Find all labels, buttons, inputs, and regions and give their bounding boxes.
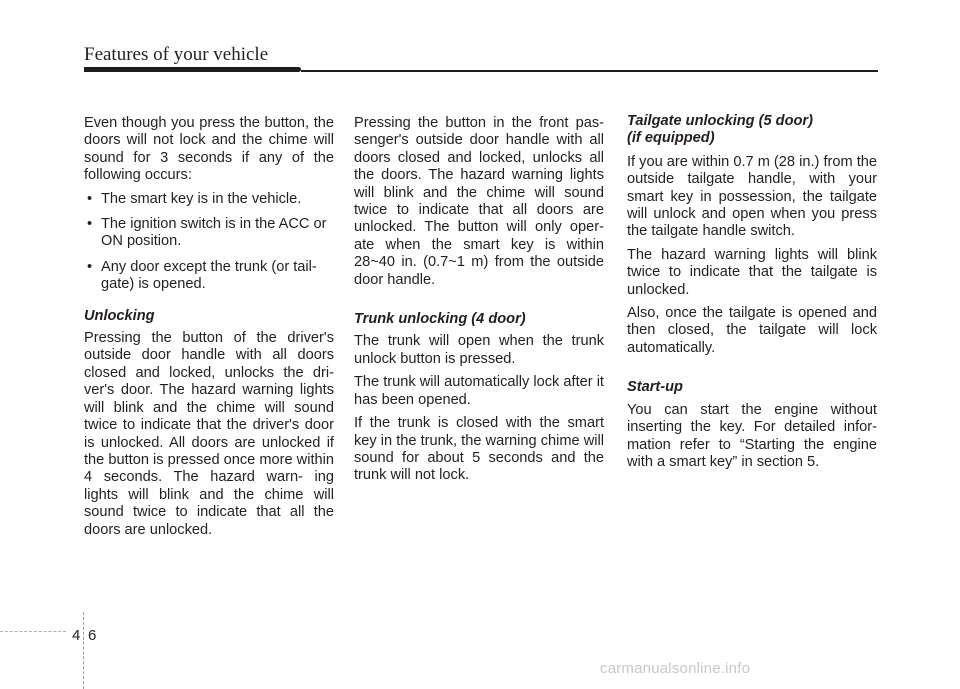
tailgate-heading-line-2: (if equipped) [627, 130, 715, 147]
unlocking-paragraph: Pressing the button of the driver's outside door handle with all doors closed and locked, unlocks the dri- ver's door. The hazard warning lights will blink and the chime will sound twice to indicate that the driver's door is unlocked. All doors are unlocked if the button is pressed once more within 4 seconds. The hazard warn- ing lights will blink and the chime will sound twice to indicate that all the doors are unlocked. [84, 330, 334, 538]
tailgate-paragraph-2: The hazard warning lights will blink twice to indicate that the tailgate is unlocked. [627, 246, 877, 298]
startup-paragraph: You can start the engine without inserting the key. For detailed infor- mation refer to “Starting the engine with a smart key” in section 5. [627, 401, 877, 470]
tailgate-paragraph-3: Also, once the tailgate is opened and then closed, the tailgate will lock automatically. [627, 305, 877, 356]
header-rule-thin [301, 70, 878, 72]
column-left [84, 115, 334, 545]
intro-paragraph: Even though you press the button, the doors will not lock and the chime will sound for 3 seconds if any of the following occurs: [84, 115, 334, 184]
trunk-paragraph-2: The trunk will automatically lock after it has been opened. [354, 374, 604, 408]
tailgate-unlocking-heading [627, 113, 877, 148]
footer-rule [0, 631, 66, 632]
page-number-divider [83, 612, 84, 689]
column-middle [354, 115, 604, 491]
conditions-list [84, 191, 334, 294]
column-right [627, 115, 877, 477]
list-item: • The smart key is in the vehicle. [84, 191, 334, 208]
tailgate-heading-line-1: Tailgate unlocking (5 door) [627, 113, 813, 129]
header-rule-thick [84, 67, 301, 72]
trunk-paragraph-1: The trunk will open when the trunk unlock button is pressed. [354, 333, 604, 367]
list-item: • Any door except the trunk (or tail- gate) is opened. [84, 259, 334, 294]
front-passenger-paragraph: Pressing the button in the front pas- senger's outside door handle with all doors closed and locked, unlocks all the doors. The hazard warning lights will blink and the chime will sound twice to indicate that all doors are unlocked. The button will only oper- ate when the smart key is within 28~40 in. (0.7~1 m) from the outside door handle. [354, 115, 604, 288]
list-item: • The ignition switch is in the ACC or ON position. [84, 216, 334, 251]
unlocking-heading: Unlocking [84, 307, 155, 324]
trunk-unlocking-heading: Trunk unlocking (4 door) [354, 311, 526, 328]
page-number: 6 [88, 627, 97, 644]
tailgate-paragraph-1: If you are within 0.7 m (28 in.) from the outside tailgate handle, with your smart key in possession, the tailgate will unlock and open when you press the tailgate handle switch. [627, 153, 877, 240]
startup-heading: Start-up [627, 379, 683, 396]
page-header-title: Features of your vehicle [84, 44, 269, 65]
trunk-paragraph-3: If the trunk is closed with the smart key in the trunk, the warning chime will sound for about 5 seconds and the trunk will not lock. [354, 415, 604, 484]
watermark: carmanualsonline.info [600, 660, 751, 677]
section-number: 4 [72, 627, 81, 644]
